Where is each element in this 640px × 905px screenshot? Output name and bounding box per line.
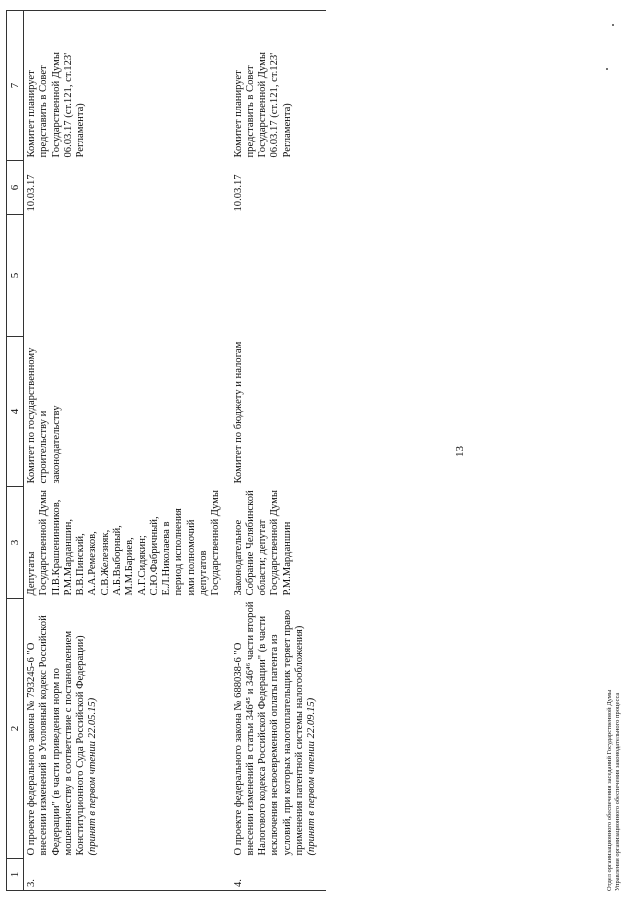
bill-description bbox=[24, 599, 231, 859]
bill-authors: Законодательное Собрание Челябинской области; депутат Государственной Думы Р.М.Марданшин bbox=[232, 490, 293, 596]
header-cell-1: 1 bbox=[7, 859, 24, 891]
deadline-date: 10.03.17 bbox=[26, 174, 37, 212]
bill-title: О проекте федерального закона № 688038-6 "О внесении изменений в статьи 346⁴⁵ и 346⁴⁶ части второй Налогового кодекса Российской Федерации" (в части исключения несвоевременной оплаты патента из условий, при которых налогоплательщик теряет право применения патентной системы налогообложения) bbox=[232, 601, 305, 856]
scan-speck bbox=[606, 68, 608, 70]
bill-reading-note: (принят в первом чтении 22.05.15) bbox=[87, 697, 99, 856]
row-number: 3. bbox=[24, 859, 231, 891]
committee-plan: Комитет планирует представить в Совет Государственной Думы 06.03.17 (ст.121, ст.123' Регламента) bbox=[231, 11, 327, 161]
bill-title: О проекте федерального закона № 793245-6 "О внесении изменений в Уголовный кодекс Российской Федерации" (в части приведения норм по мошенничеству в соответствие с постановлением Конституционного Суда Российской Федерации) bbox=[26, 615, 87, 856]
bill-authors: Депутаты Государственной Думы П.В.Крашенинников, Р.М.Марданшин, В.В.Пинский, А.А.Ремезков, С.В.Железняк, А.Б.Выборный, М.М.Бариев, А.Г.Сидякин; С.Ю.Фабричный, Е.Л.Николаева в период исполнения ими полномочий депутатов Государственной Думы bbox=[26, 490, 222, 596]
agenda-table bbox=[6, 10, 326, 891]
header-cell-5: 5 bbox=[7, 215, 24, 337]
header-cell-2: 2 bbox=[7, 599, 24, 859]
page-number: 13 bbox=[454, 446, 466, 457]
footer-department: Отдел организационного обеспечения заседаний Государственной Думы bbox=[606, 689, 613, 891]
header-cell-6: 6 bbox=[7, 161, 24, 215]
footer-directorate: Управления организационного обеспечения законодательного процесса bbox=[614, 692, 622, 891]
scan-speck bbox=[612, 24, 614, 26]
bill-reading-note: (принят в первом чтении 22.09.15) bbox=[306, 697, 318, 856]
header-cell-3: 3 bbox=[7, 487, 24, 599]
column-5-cell bbox=[24, 215, 231, 337]
row-number: 4. bbox=[231, 859, 327, 891]
table-row bbox=[231, 11, 327, 891]
column-5-cell bbox=[231, 215, 327, 337]
footer bbox=[606, 690, 622, 891]
responsible-committee: Комитет по государственному строительству и законодательству bbox=[26, 347, 62, 484]
header-row bbox=[7, 11, 24, 891]
committee-plan: Комитет планирует представить в Совет Государственной Думы 06.03.17 (ст.121, ст.123' Регламента) bbox=[24, 11, 231, 161]
responsible-committee: Комитет по бюджету и налогам bbox=[232, 341, 244, 484]
header-cell-7: 7 bbox=[7, 11, 24, 161]
table-row bbox=[24, 11, 231, 891]
header-cell-4: 4 bbox=[7, 337, 24, 487]
bill-description bbox=[231, 599, 327, 859]
deadline-date: 10.03.17 bbox=[232, 174, 244, 212]
